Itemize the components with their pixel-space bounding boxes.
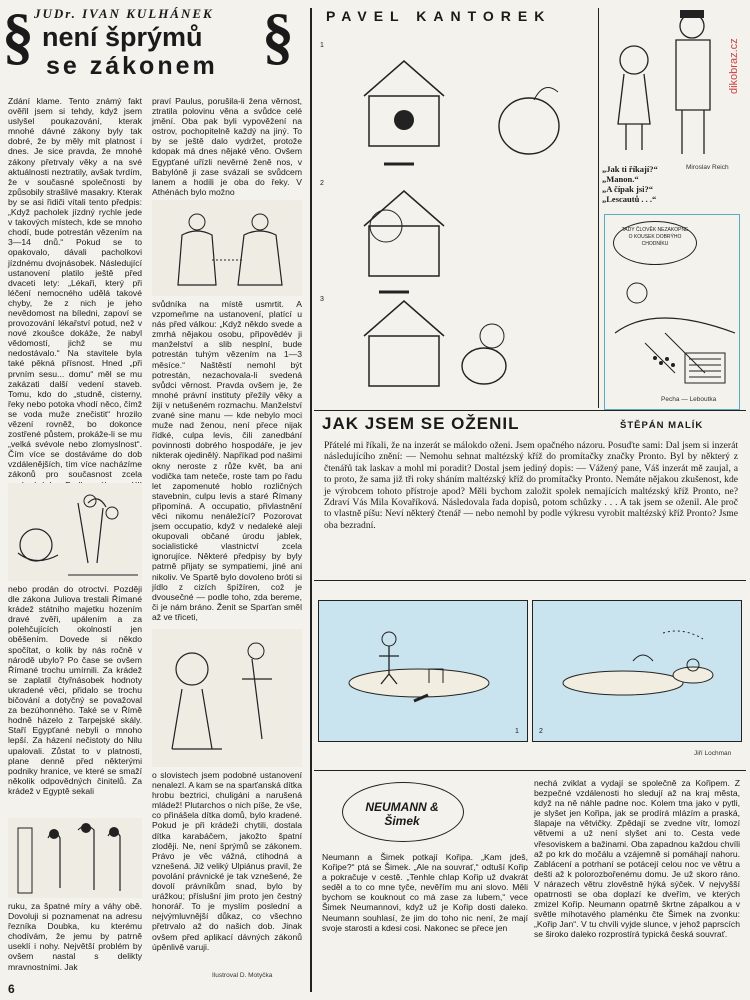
kantorek-strip [314,0,598,410]
neumann-col2: nechá zviklat a vydají se společně za Kořipem. Z bezpečné vzdálenosti ho sledují až na kraj města, když na ně náhle padne noc. Kolem tma jako v pytli, je slyšet jen Kořipa, jak se prodírá mlázím a praská, šlapaje na větvičky. Zpědají se zvedne vítr, lomozí větvemi a už není slyšet ani to. Cesta vede vřesoviskem a bažinami. Oba zapadnou každou chvíli až po krk do močálu a vzájemně si pomáhají nahoru. Zablácení a potrhaní se potácejí celou noc ve větru a dešti až k polorozbořenému domu. Je už skoro ráno. V nárazech větru zlověstně hýká sýček. V nejvyšší opatrnosti se oba doplazí ke dveřím, ve kterých zmizel Kořip. Neumann opatrně škrtne zápalkou a v světle míhotavého plaménku čte Šimek na zvonku: „Kořip Jan“. V tu chvíli vyjde slunce, v jehož paprscích se široko daleko rozprostírá typická česká souvrať. [534,778,740,940]
neumann-logo-text: NEUMANN & Šimek [365,800,439,828]
section-mark-right-icon: § [262,0,294,71]
left-column-divider [310,8,312,992]
article-col2-part-b: svůdníka na místě usmrtit. A vzpomeňme na ustanovení, platící u nás před válkou: „Když někdo svede a zmrhá nějakou osobu, připovědév ji manželství a slib nesplní, bude potrestán tuhým vězením na 1—3 měsíce.“ Naštěstí nemohl být potrestán, nezachovala-li svedená svůdci věrnost. Pravda ovšem je, že mnohé právní instituty přežily věky a žijí v netušeném rozmachu. Manželství zvané sine manu — kde nebylo moci muže nad ženou, není přece nijak řídké, culpa levis, čili zanedbání povinnosti dobrého hospodáře, je jev nikterak ojedinělý. Napříkad pod našimi okny neroste z růže květ, ba ani vodičkа tam neteče, roste tam po řadu let zapomenuté hoblo rozličných stavebnin, culpu levis a staré Římany připomíná. A occupatio, přivlastnění věci nikomu nenáležící? Pozorovat jsem occupatio, když v nedaleké aleji okupovali občané úrodu jablek, socialistické vlastnictví zcela ignorujíce. Některé předpisy by byly patrně přijaty se sympatiemi, jiné ani nikoliv. Ve Spartě bylo dovoleno bróti si jídlo z cizích špížíren, což je dvousečné — podle toho, zda bereme, či je nám bráno. Ženit se Sparťan směl až ve třiceti, [152,299,302,622]
illustration-babylon [152,200,302,296]
article-col1-part-b: nebo prodán do otroctví. Později dle zákona Juliova trestali Římané krádež státního majetku hozením dravé zvěři, upálením a za polehčujících okolností jen oběšením. Dovede si někdo spočítat, o kolik by nás ročně v národě ubylo? Po čase se ovšem Římané trochu umírnili. Za krádež se zaplatil čtyřnásobek hodnoty ukradené věci, přidalo se trochu bičování a dotyčný se považoval za bezúhonného. Také se v Římě hodně házelo z Tarpejské skály. Staří Egypťané nebyli o mnoho lepší. Za házení nečistoty do Nilu upalovali. Zůstat to v platnosti, plane denně před některými podniky hranice, ve které se smaží několik odpovědných činitelů. Za krádež v Egyptě sekali [8,584,142,796]
article-col1-part-c: ruku, za špatné míry a váhy obě. Dovoluji si poznamenat na adresu řezníka Doubka, ku kterému chodívám, že jemu by patrně useklí i nohy. Největší problém by ovšem nastal s delikty mravnostními. Jak [8,901,142,972]
jak-jsem-article [318,414,742,578]
pecha-credit: Pecha — Leboutka [661,396,717,403]
illustration-spartans [152,629,302,767]
article-col2-part-a: praví Paulus, porušila-li žena věrnost, ztratila polovinu věna a svůdce celé jmění. Oba pak byli vypověžení na ostrov, pochopitelně každý na jiný. To by se ještě dalo vydržet, protože kdopak má dnes nějaké věno. Ovšem Egypťané uřízli nevěrné ženě nos, v Babylóně ji zase svázali se svůdcem lanem a hodili je oba do řeky. V Athénách bylo možno [152,96,302,197]
jak-jsem-text: Přátelé mi říkali, že na inzerát se málokdo oženi. Jsem opačného názoru. Posuďte sami: Dal jsem si inzerát následujícího znění: — Nemohu sehnat maltézský kříž do promítačky značky Pronto. Byl by některý z čtenářů tak laskav a mohl mi poradit? Dostal jsem jediný dopis: — Vážený pane, Váš inzerát mě zaujal, a to proto, že sama již tři roky sháním maltézský kříž do promítačky Pronto. Nemáte nějakou zkušenost, kde je výrobcem tohoto přístroje apod? Měli bychom založit spolek nemajících maltézský kříž Pronto, ne? Zdraví Vás Milа Kovaříková. Následovala řada dopisů, potom schůzky . . . A tak jsem se oženil. Ale proč to vlastně píšu: Neví některý čtenář — nebo nemohl by podle výkresu vyrobit maltézský kříž Pronto? Jsme oba bezradní. [324,440,738,531]
watermark: dikobraz.cz [728,38,740,94]
kantorek-cartoon [324,36,594,406]
reich-author: Miroslav Reich [686,164,729,171]
top-section-divider [314,410,746,411]
page-number: 6 [8,982,15,996]
lochman-panel-number-2: 2 [539,728,543,735]
kantorek-reich-divider [598,8,599,408]
illustrator-credit: Ilustroval D. Motyčka [212,972,273,979]
jak-jsem-author: ŠTĚPÁN MALÍK [620,420,704,431]
reich-drawing [602,0,732,160]
kantorek-author: PAVEL KANTOREK [326,8,552,24]
title-line1: není šprýmů [42,22,203,52]
article-col1-part-a: Zdání klame. Tento známý fakt ověřil jsem si tehdy, když jsem uslyšel poukazování, kterak mnohé dávné zákony byly tak dobré, že by měly mít platnost i dnes. Je sice pravda, že mnohé zákony přetrvaly věky a na své aktuálnosti neztratily, avšak tvrdím, že v současné společnosti by způsobily strašlivé masakry. Kterak by se asi řidiči vítali tento předpis: „Když pacholek jízdný rychle jede v takových místech, kde se mnoho chodí, bude potrestán vězením na 3—14 dnů.“ Pokud se to opakovalo, dávali pacholkovi jízdnému dvojnásobek. Následující ustanovení platilo ještě před dvaceti lety: „Lékaři, který při léčení nemocného udělá takové chyby, že z nich je jeho nevědomost na bíledni, zapoví se provozování lékařství potud, než v nové zkoušce dokáže, že nabyl vědomostí, jichž se mu nedostávalo.“ Na stavitele byla také pěkná přísnost. Hned „při prvním sesu... domu“ měl se mu zakázati další vedení staveb. Tomu, kdo do „studně, cisterny, řeky nebo potoka vhodí něco, čímž se voda muže znečistit“ hrozilo vězení rovněž, bo dokonce zostřené půstem, prokáže-li se mu „velká svévole nebo zlomyslnost“. Čím více se dostáváme do dob vzdálenějších, tím více nacházíme zákonů pro současnost zcela [8,96,142,480]
neumann-simek-story [318,778,742,992]
reich-cartoon [602,0,732,212]
lochman-strip [318,600,742,762]
title-line2: se zákonem [46,52,218,80]
jak-jsem-divider [314,580,746,581]
lochman-panel-2 [532,600,742,742]
jak-jsem-title: JAK JSEM SE OŽENIL [322,414,520,433]
illustration-egyptians [8,818,142,898]
lochman-author: Jiří Lochman [694,750,732,757]
pecha-drawing [605,263,739,393]
section-mark-left-icon: § [2,0,34,71]
panel-number-2: 2 [320,180,324,187]
illustration-romans-lion [8,483,142,581]
reich-caption: „Jak ti říkají?“ „Manon.“ „A čípak jsi?“ „Lescautů . . .“ [602,164,658,204]
pecha-cartoon [604,214,740,410]
lochman-panel-number-1: 1 [515,728,519,735]
author-kulhanek: JUDr. IVAN KULHÁNEK [34,6,214,21]
pecha-sign-text: TADY ČLOVĚK NEZAKOPNE O KOUSEK DOBRÝHO CHODNÍKU [621,227,689,247]
panel-number-1: 1 [320,42,324,49]
article-col2-part-c: o slovistech jsem podobné ustanovení nenalezl. A kam se na sparťanská dítka hrobu beztrici, chuligáni a narušená mládež! Plutarchos o nich píše, že vše, co přinášela dítka domů, bylo kradené. Pokud je při krádeži chytili, dostala dítka karabáčem, jakožto špatní zloději. Ne, není šprýmů se zákonem. Právo je věc vážná, ctihodná a vznešená. Již veliký Ulpiánus pravil, že povolání právnické je tak vznešené, že dovolí právníkům snad, bylo by urážkou; příslušní jim proto jen čestný honorář. To je myslím poslední a nejvýmluvnější důkaz, co všechno přetrvalo až do našich dob. Jinak ovšem před aplikací dávných zákonů úpěnlivě varuji. [152,770,302,952]
panel-number-3: 3 [320,296,324,303]
neumann-col1: Neumann a Šimek potkají Kořipa. „Kam jdeš, Kořipe?“ ptá se Šimek. „Ale na souvrať,“ odtuší Kořip a pokračuje v cestě. „Tenhle chlap Kořip už dvakrát seděl a to co mne tyče, nevěřím mu ani slovo. Měli bychom se kouknout co má zase za lubem,“ vece Šimek Neumannovi, když už je Kořip dosti daleko. Neumann souhlasí, že jim do toho nic není, že mají svoje starosti a kdesi cosi. Nakonec se přece jen [322,852,528,933]
left-article [0,0,310,1000]
lochman-divider [314,770,746,771]
lochman-panel-1 [318,600,528,742]
